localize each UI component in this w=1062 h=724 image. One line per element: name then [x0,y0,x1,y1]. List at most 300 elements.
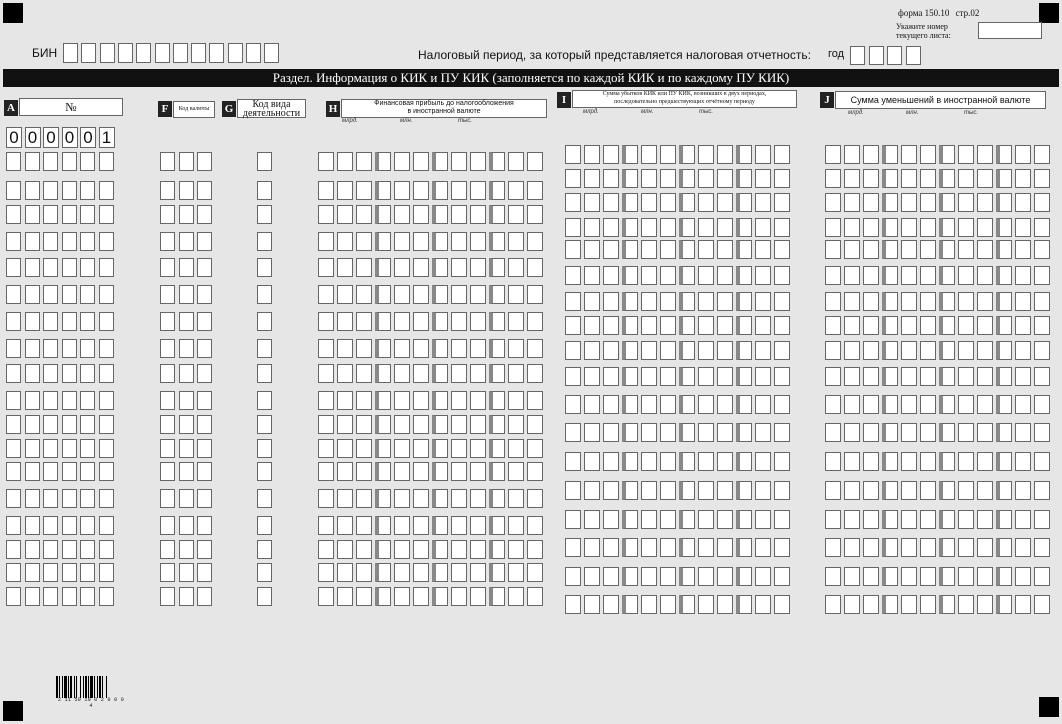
reductions-cell[interactable] [920,145,936,164]
reductions-cell[interactable] [825,538,841,557]
financial-profit-cell[interactable] [432,152,448,171]
losses-cell[interactable] [698,193,714,212]
reductions-cell[interactable] [825,341,841,360]
losses-cell[interactable] [603,367,619,386]
number-digit-cell[interactable] [25,415,40,434]
financial-profit-cell[interactable] [432,489,448,508]
reductions-cell[interactable] [977,423,993,442]
financial-profit-cell[interactable] [489,439,505,458]
financial-profit-cell[interactable] [470,391,486,410]
losses-cell[interactable] [660,292,676,311]
financial-profit-cell[interactable] [451,391,467,410]
reductions-cell[interactable] [901,481,917,500]
losses-cell[interactable] [584,341,600,360]
reductions-cell[interactable] [977,341,993,360]
financial-profit-cell[interactable] [413,205,429,224]
reductions-cell[interactable] [996,169,1012,188]
financial-profit-cell[interactable] [394,205,410,224]
number-digit-cell[interactable] [62,181,77,200]
reductions-cell[interactable] [901,240,917,259]
losses-cell[interactable] [736,341,752,360]
losses-cell[interactable] [774,538,790,557]
losses-cell[interactable] [565,193,581,212]
losses-cell[interactable] [565,266,581,285]
number-digit-cell[interactable] [80,258,95,277]
losses-cell[interactable] [603,395,619,414]
financial-profit-cell[interactable] [432,540,448,559]
losses-cell[interactable] [660,240,676,259]
currency-code-cell[interactable] [197,516,212,535]
losses-cell[interactable] [698,169,714,188]
losses-cell[interactable] [698,218,714,237]
bin-digit-cell[interactable] [209,43,224,63]
losses-cell[interactable] [736,218,752,237]
financial-profit-cell[interactable] [356,205,372,224]
losses-cell[interactable] [603,567,619,586]
number-digit-cell[interactable] [43,258,58,277]
financial-profit-cell[interactable] [337,181,353,200]
reductions-cell[interactable] [863,316,879,335]
number-digit-cell[interactable] [6,540,21,559]
reductions-cell[interactable] [1034,367,1050,386]
losses-cell[interactable] [755,193,771,212]
number-digit-cell[interactable] [43,516,58,535]
losses-cell[interactable] [603,240,619,259]
reductions-cell[interactable] [977,567,993,586]
activity-code-cell[interactable] [257,516,272,535]
reductions-cell[interactable] [1034,341,1050,360]
reductions-cell[interactable] [882,145,898,164]
currency-code-cell[interactable] [160,181,175,200]
reductions-cell[interactable] [996,567,1012,586]
financial-profit-cell[interactable] [413,391,429,410]
financial-profit-cell[interactable] [337,439,353,458]
reductions-cell[interactable] [939,341,955,360]
losses-cell[interactable] [584,193,600,212]
financial-profit-cell[interactable] [489,540,505,559]
number-digit-cell[interactable] [43,232,58,251]
losses-cell[interactable] [736,316,752,335]
financial-profit-cell[interactable] [489,391,505,410]
financial-profit-cell[interactable] [394,312,410,331]
financial-profit-cell[interactable] [527,540,543,559]
reductions-cell[interactable] [1015,567,1031,586]
losses-cell[interactable] [603,452,619,471]
financial-profit-cell[interactable] [451,258,467,277]
losses-cell[interactable] [603,481,619,500]
losses-cell[interactable] [755,395,771,414]
number-digit-cell[interactable] [43,152,58,171]
losses-cell[interactable] [641,423,657,442]
reductions-cell[interactable] [901,452,917,471]
financial-profit-cell[interactable] [527,587,543,606]
reductions-cell[interactable] [863,595,879,614]
number-digit-cell[interactable] [6,489,21,508]
reductions-cell[interactable] [882,169,898,188]
financial-profit-cell[interactable] [394,339,410,358]
currency-code-cell[interactable] [160,285,175,304]
financial-profit-cell[interactable] [356,232,372,251]
financial-profit-cell[interactable] [527,516,543,535]
financial-profit-cell[interactable] [470,181,486,200]
reductions-cell[interactable] [1015,510,1031,529]
reductions-cell[interactable] [901,218,917,237]
number-digit-cell[interactable] [99,462,114,481]
losses-cell[interactable] [698,316,714,335]
activity-code-cell[interactable] [257,415,272,434]
reductions-cell[interactable] [882,218,898,237]
financial-profit-cell[interactable] [318,258,334,277]
reductions-cell[interactable] [958,240,974,259]
number-digit-cell[interactable] [80,312,95,331]
losses-cell[interactable] [660,510,676,529]
losses-cell[interactable] [641,218,657,237]
number-digit-cell[interactable] [99,205,114,224]
financial-profit-cell[interactable] [394,364,410,383]
financial-profit-cell[interactable] [508,439,524,458]
currency-code-cell[interactable] [179,339,194,358]
number-digit-cell[interactable] [99,516,114,535]
financial-profit-cell[interactable] [413,312,429,331]
losses-cell[interactable] [736,452,752,471]
reductions-cell[interactable] [844,218,860,237]
financial-profit-cell[interactable] [413,181,429,200]
reductions-cell[interactable] [863,218,879,237]
currency-code-cell[interactable] [197,415,212,434]
financial-profit-cell[interactable] [527,258,543,277]
number-digit-cell[interactable] [43,415,58,434]
financial-profit-cell[interactable] [489,339,505,358]
reductions-cell[interactable] [958,292,974,311]
financial-profit-cell[interactable] [432,258,448,277]
financial-profit-cell[interactable] [527,415,543,434]
financial-profit-cell[interactable] [413,462,429,481]
reductions-cell[interactable] [939,292,955,311]
reductions-cell[interactable] [958,595,974,614]
financial-profit-cell[interactable] [432,439,448,458]
losses-cell[interactable] [774,169,790,188]
reductions-cell[interactable] [882,341,898,360]
financial-profit-cell[interactable] [451,563,467,582]
financial-profit-cell[interactable] [318,232,334,251]
financial-profit-cell[interactable] [356,364,372,383]
losses-cell[interactable] [622,169,638,188]
reductions-cell[interactable] [1015,367,1031,386]
losses-cell[interactable] [736,481,752,500]
financial-profit-cell[interactable] [413,439,429,458]
activity-code-cell[interactable] [257,439,272,458]
reductions-cell[interactable] [958,452,974,471]
number-digit-cell[interactable] [43,540,58,559]
losses-cell[interactable] [679,452,695,471]
financial-profit-cell[interactable] [318,152,334,171]
losses-cell[interactable] [679,567,695,586]
losses-cell[interactable] [698,367,714,386]
currency-code-cell[interactable] [160,232,175,251]
reductions-cell[interactable] [1015,193,1031,212]
losses-cell[interactable] [698,395,714,414]
losses-cell[interactable] [717,169,733,188]
number-digit-cell[interactable] [6,439,21,458]
losses-cell[interactable] [736,595,752,614]
financial-profit-cell[interactable] [470,462,486,481]
financial-profit-cell[interactable] [451,415,467,434]
reductions-cell[interactable] [958,341,974,360]
losses-cell[interactable] [603,423,619,442]
currency-code-cell[interactable] [179,205,194,224]
sheet-number-field[interactable] [978,22,1042,39]
financial-profit-cell[interactable] [356,152,372,171]
reductions-cell[interactable] [825,367,841,386]
number-digit-cell[interactable] [6,312,21,331]
financial-profit-cell[interactable] [508,540,524,559]
activity-code-cell[interactable] [257,258,272,277]
reductions-cell[interactable] [996,510,1012,529]
reductions-cell[interactable] [958,193,974,212]
reductions-cell[interactable] [844,367,860,386]
reductions-cell[interactable] [863,169,879,188]
financial-profit-cell[interactable] [375,415,391,434]
financial-profit-cell[interactable] [318,462,334,481]
reductions-cell[interactable] [825,316,841,335]
losses-cell[interactable] [774,423,790,442]
reductions-cell[interactable] [939,395,955,414]
financial-profit-cell[interactable] [508,258,524,277]
reductions-cell[interactable] [882,395,898,414]
number-digit-cell[interactable] [25,205,40,224]
reductions-cell[interactable] [920,292,936,311]
reductions-cell[interactable] [882,510,898,529]
financial-profit-cell[interactable] [432,364,448,383]
losses-cell[interactable] [660,341,676,360]
losses-cell[interactable] [641,510,657,529]
number-digit-cell[interactable] [25,232,40,251]
losses-cell[interactable] [774,367,790,386]
losses-cell[interactable] [622,193,638,212]
number-digit-cell[interactable] [6,415,21,434]
financial-profit-cell[interactable] [451,516,467,535]
financial-profit-cell[interactable] [375,439,391,458]
currency-code-cell[interactable] [197,391,212,410]
reductions-cell[interactable] [901,193,917,212]
losses-cell[interactable] [679,218,695,237]
currency-code-cell[interactable] [160,489,175,508]
reductions-cell[interactable] [901,395,917,414]
reductions-cell[interactable] [939,193,955,212]
losses-cell[interactable] [736,266,752,285]
currency-code-cell[interactable] [179,285,194,304]
losses-cell[interactable] [679,193,695,212]
losses-cell[interactable] [622,341,638,360]
reductions-cell[interactable] [882,193,898,212]
reductions-cell[interactable] [901,145,917,164]
reductions-cell[interactable] [844,567,860,586]
number-digit-cell[interactable] [62,587,77,606]
activity-code-cell[interactable] [257,232,272,251]
losses-cell[interactable] [736,169,752,188]
reductions-cell[interactable] [920,481,936,500]
losses-cell[interactable] [660,538,676,557]
reductions-cell[interactable] [977,240,993,259]
financial-profit-cell[interactable] [432,563,448,582]
currency-code-cell[interactable] [197,258,212,277]
number-digit-cell[interactable] [25,391,40,410]
financial-profit-cell[interactable] [356,391,372,410]
losses-cell[interactable] [774,395,790,414]
financial-profit-cell[interactable] [337,258,353,277]
financial-profit-cell[interactable] [527,489,543,508]
losses-cell[interactable] [755,452,771,471]
number-digit-cell[interactable] [6,364,21,383]
financial-profit-cell[interactable] [527,462,543,481]
currency-code-cell[interactable] [197,285,212,304]
reductions-cell[interactable] [1034,452,1050,471]
losses-cell[interactable] [584,510,600,529]
losses-cell[interactable] [736,538,752,557]
financial-profit-cell[interactable] [375,489,391,508]
reductions-cell[interactable] [996,395,1012,414]
losses-cell[interactable] [622,316,638,335]
losses-cell[interactable] [755,481,771,500]
currency-code-cell[interactable] [197,152,212,171]
reductions-cell[interactable] [939,145,955,164]
losses-cell[interactable] [679,240,695,259]
reductions-cell[interactable] [920,510,936,529]
financial-profit-cell[interactable] [527,364,543,383]
reductions-cell[interactable] [920,316,936,335]
reductions-cell[interactable] [1015,218,1031,237]
currency-code-cell[interactable] [197,364,212,383]
financial-profit-cell[interactable] [394,540,410,559]
financial-profit-cell[interactable] [489,285,505,304]
financial-profit-cell[interactable] [432,587,448,606]
financial-profit-cell[interactable] [375,516,391,535]
reductions-cell[interactable] [863,423,879,442]
year-digit-cell[interactable] [850,46,865,65]
number-digit-cell[interactable] [25,516,40,535]
reductions-cell[interactable] [825,266,841,285]
number-digit-cell[interactable] [99,489,114,508]
currency-code-cell[interactable] [160,312,175,331]
losses-cell[interactable] [717,341,733,360]
number-digit-cell[interactable] [80,391,95,410]
financial-profit-cell[interactable] [432,205,448,224]
number-digit-cell[interactable] [6,391,21,410]
losses-cell[interactable] [603,218,619,237]
number-digit-cell[interactable] [80,462,95,481]
losses-cell[interactable] [603,169,619,188]
losses-cell[interactable] [584,145,600,164]
reductions-cell[interactable] [863,395,879,414]
losses-cell[interactable] [717,538,733,557]
number-digit-cell[interactable] [62,152,77,171]
losses-cell[interactable] [774,595,790,614]
losses-cell[interactable] [774,292,790,311]
number-digit-cell[interactable] [25,462,40,481]
currency-code-cell[interactable] [160,587,175,606]
reductions-cell[interactable] [1015,423,1031,442]
financial-profit-cell[interactable] [527,285,543,304]
number-digit-cell[interactable] [43,439,58,458]
reductions-cell[interactable] [825,395,841,414]
losses-cell[interactable] [755,423,771,442]
financial-profit-cell[interactable] [337,285,353,304]
reductions-cell[interactable] [939,567,955,586]
financial-profit-cell[interactable] [394,415,410,434]
bin-digit-cell[interactable] [264,43,279,63]
currency-code-cell[interactable] [179,587,194,606]
number-digit-cell[interactable] [99,339,114,358]
financial-profit-cell[interactable] [489,587,505,606]
number-digit-cell[interactable] [99,391,114,410]
activity-code-cell[interactable] [257,489,272,508]
reductions-cell[interactable] [1034,595,1050,614]
losses-cell[interactable] [774,193,790,212]
financial-profit-cell[interactable] [337,232,353,251]
losses-cell[interactable] [584,240,600,259]
reductions-cell[interactable] [977,218,993,237]
reductions-cell[interactable] [939,218,955,237]
losses-cell[interactable] [679,292,695,311]
currency-code-cell[interactable] [197,181,212,200]
activity-code-cell[interactable] [257,563,272,582]
reductions-cell[interactable] [977,292,993,311]
losses-cell[interactable] [698,481,714,500]
losses-cell[interactable] [755,316,771,335]
financial-profit-cell[interactable] [394,516,410,535]
financial-profit-cell[interactable] [470,415,486,434]
losses-cell[interactable] [755,266,771,285]
financial-profit-cell[interactable] [527,563,543,582]
number-digit-cell[interactable] [43,489,58,508]
losses-cell[interactable] [698,145,714,164]
losses-cell[interactable] [603,538,619,557]
reductions-cell[interactable] [958,423,974,442]
reductions-cell[interactable] [1034,169,1050,188]
reductions-cell[interactable] [939,423,955,442]
losses-cell[interactable] [584,266,600,285]
financial-profit-cell[interactable] [337,152,353,171]
number-digit-cell[interactable] [99,563,114,582]
reductions-cell[interactable] [863,567,879,586]
reductions-cell[interactable] [901,595,917,614]
financial-profit-cell[interactable] [432,415,448,434]
number-digit-cell[interactable] [62,391,77,410]
financial-profit-cell[interactable] [489,364,505,383]
losses-cell[interactable] [736,292,752,311]
financial-profit-cell[interactable] [527,391,543,410]
number-digit-cell[interactable] [43,391,58,410]
reductions-cell[interactable] [1015,169,1031,188]
financial-profit-cell[interactable] [413,516,429,535]
financial-profit-cell[interactable] [508,285,524,304]
number-digit-cell[interactable] [25,587,40,606]
losses-cell[interactable] [717,595,733,614]
reductions-cell[interactable] [958,266,974,285]
reductions-cell[interactable] [844,538,860,557]
financial-profit-cell[interactable] [470,563,486,582]
losses-cell[interactable] [584,481,600,500]
losses-cell[interactable] [641,595,657,614]
losses-cell[interactable] [774,341,790,360]
number-digit-cell[interactable] [80,339,95,358]
financial-profit-cell[interactable] [394,391,410,410]
financial-profit-cell[interactable] [394,489,410,508]
losses-cell[interactable] [622,481,638,500]
reductions-cell[interactable] [882,595,898,614]
losses-cell[interactable] [641,567,657,586]
reductions-cell[interactable] [825,452,841,471]
